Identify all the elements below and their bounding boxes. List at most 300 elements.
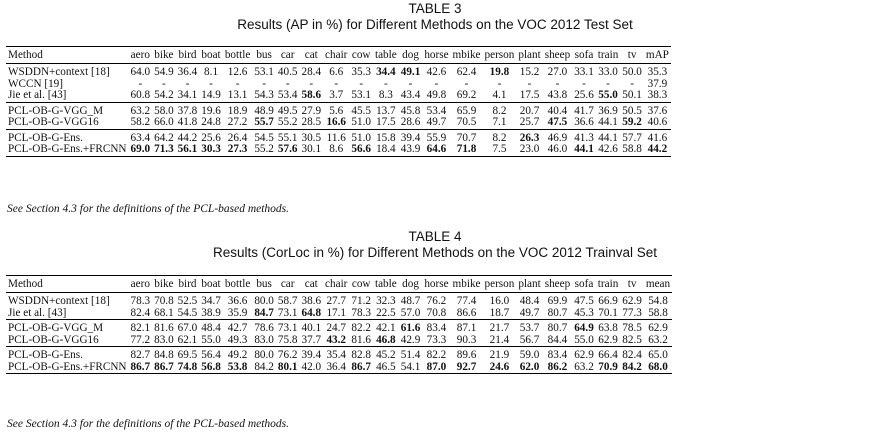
value-cell: [516, 129, 542, 144]
value-cell: 5.6: [329, 104, 344, 117]
value-cell: [422, 362, 450, 374]
value-cell: 27.0: [547, 66, 568, 78]
value-cell: 22.5: [376, 306, 396, 319]
value-cell: 58.7: [277, 295, 298, 307]
value-cell: [252, 117, 276, 129]
value-cell: [644, 362, 672, 374]
value-cell: 82.1: [130, 322, 151, 334]
value-cell: 35.3: [351, 66, 371, 78]
value-cell: 62.4: [456, 66, 477, 78]
best-value: 86.2: [547, 360, 568, 373]
column-header-method: Method: [8, 49, 43, 61]
value-cell: 87.1: [456, 322, 477, 334]
column-header: bird: [178, 49, 197, 61]
value-cell: 78.3: [130, 295, 151, 307]
value-cell: 28.6: [400, 116, 421, 128]
row-group: [6, 129, 671, 156]
value-cell: 73.1: [277, 306, 298, 319]
value-cell: 51.0: [351, 116, 371, 128]
value-cell: 37.7: [301, 333, 322, 346]
table4: [6, 275, 672, 374]
method-cell: PCL-OB-G-VGG_M: [8, 322, 104, 334]
value-cell: 46.9: [547, 131, 568, 144]
value-cell: -: [383, 77, 388, 90]
value-cell: 63.2: [130, 104, 151, 117]
value-cell: 8.2: [492, 131, 507, 144]
best-value: 71.8: [456, 143, 477, 155]
best-value: 53.8: [227, 360, 248, 373]
value-cell: 4.1: [492, 89, 507, 101]
column-header: tv: [627, 278, 637, 290]
value-cell: 39.4: [301, 349, 322, 361]
value-cell: 49.7: [519, 306, 540, 319]
column-header: sofa: [574, 49, 594, 61]
value-cell: 70.8: [426, 306, 447, 319]
table-row: [6, 144, 671, 156]
best-value: 57.6: [277, 143, 298, 155]
column-header: table: [374, 278, 397, 290]
header-row: [6, 276, 672, 293]
value-cell: 84.2: [254, 360, 274, 373]
column-header: sofa: [574, 278, 594, 290]
value-cell: [199, 362, 223, 374]
value-cell: 67.0: [177, 322, 198, 334]
value-cell: 62.9: [648, 322, 668, 334]
table3-label: TABLE 3: [408, 1, 462, 16]
value-cell: 43.8: [547, 89, 568, 101]
best-value: 86.7: [130, 360, 151, 373]
best-value: 56.8: [201, 360, 221, 373]
value-cell: 53.1: [254, 66, 274, 78]
value-cell: [399, 320, 423, 335]
row-group: [6, 102, 671, 129]
column-header: sheep: [544, 278, 571, 290]
value-cell: 8.6: [329, 143, 344, 155]
best-value: 43.2: [326, 333, 347, 346]
value-cell: 43.9: [400, 143, 421, 155]
value-cell: 71.2: [351, 295, 371, 307]
value-cell: 77.4: [456, 295, 477, 307]
best-value: 86.7: [351, 360, 371, 373]
best-value: 70.9: [598, 360, 618, 373]
value-cell: 37.9: [647, 77, 668, 90]
value-cell: 33.1: [574, 66, 594, 78]
value-cell: 54.2: [154, 89, 174, 101]
value-cell: 28.5: [301, 116, 322, 128]
value-cell: -: [138, 77, 143, 90]
value-cell: 42.7: [227, 322, 248, 334]
value-cell: 54.9: [154, 66, 174, 78]
method-cell: WSDDN+context [18]: [8, 66, 110, 78]
best-value: 59.2: [622, 116, 642, 128]
value-cell: 41.7: [574, 104, 594, 117]
value-cell: 70.5: [456, 116, 477, 128]
value-cell: 41.3: [574, 131, 594, 144]
value-cell: 44.1: [598, 131, 618, 144]
value-cell: 33.0: [598, 66, 618, 78]
value-cell: 48.4: [201, 322, 221, 334]
column-header-method: Method: [8, 278, 43, 290]
best-value: 56.6: [351, 143, 371, 155]
method-cell: Jie et al. [43]: [8, 89, 67, 101]
value-cell: 83.0: [254, 333, 274, 346]
value-cell: [276, 144, 300, 156]
value-cell: 83.4: [426, 322, 447, 334]
value-cell: 64.0: [130, 66, 151, 78]
value-cell: 73.1: [277, 322, 298, 334]
value-cell: [323, 117, 349, 129]
value-cell: -: [497, 77, 502, 90]
best-value: 46.8: [376, 333, 396, 346]
value-cell: 89.6: [456, 349, 477, 361]
value-cell: 6.6: [329, 66, 344, 78]
value-cell: 53.4: [277, 89, 298, 101]
value-cell: 44.2: [177, 131, 198, 144]
value-cell: 63.8: [598, 322, 618, 334]
value-cell: 23.0: [519, 143, 540, 155]
value-cell: 53.1: [351, 89, 371, 101]
value-cell: 40.5: [277, 66, 298, 78]
value-cell: 14.9: [201, 89, 221, 101]
value-cell: [176, 362, 200, 374]
value-cell: [644, 144, 671, 156]
column-header: chair: [325, 278, 348, 290]
row-group: [6, 347, 672, 374]
method-cell: Jie et al. [43]: [8, 306, 67, 319]
header-row: [6, 47, 671, 64]
table-row: [6, 347, 672, 362]
value-cell: [596, 362, 621, 374]
value-cell: 37.8: [177, 104, 198, 117]
value-cell: 45.2: [376, 349, 396, 361]
value-cell: 27.2: [227, 116, 248, 128]
value-cell: 83.4: [547, 349, 568, 361]
value-cell: 48.4: [519, 295, 540, 307]
value-cell: 80.7: [547, 306, 568, 319]
value-cell: 49.7: [426, 116, 447, 128]
value-cell: 25.6: [574, 89, 594, 101]
best-value: 58.6: [301, 89, 322, 101]
column-header: cat: [304, 49, 318, 61]
column-header: horse: [424, 278, 449, 290]
value-cell: 34.7: [201, 295, 221, 307]
value-cell: [399, 64, 423, 79]
table-row: [6, 320, 672, 335]
column-header: sheep: [544, 49, 571, 61]
column-header: dog: [402, 278, 419, 290]
value-cell: 49.5: [277, 104, 298, 117]
value-cell: 82.5: [622, 333, 642, 346]
column-header: bike: [154, 278, 174, 290]
value-cell: 24.7: [326, 322, 347, 334]
column-header: bottle: [224, 278, 251, 290]
value-cell: 70.8: [154, 295, 174, 307]
value-cell: [152, 362, 176, 374]
best-value: 64.9: [574, 322, 594, 334]
value-cell: 54.3: [254, 89, 274, 101]
value-cell: 56.4: [201, 349, 221, 361]
value-cell: 35.9: [227, 306, 248, 319]
value-cell: 81.6: [351, 333, 371, 346]
value-cell: 55.1: [277, 131, 298, 144]
value-cell: 54.5: [254, 131, 274, 144]
value-cell: [129, 144, 153, 156]
table4-note: See Section 4.3 for the definitions of the PCL-based methods.: [7, 418, 290, 430]
table-row: [6, 102, 671, 117]
value-cell: 26.4: [227, 131, 248, 144]
value-cell: [276, 362, 300, 374]
best-value: 26.3: [519, 131, 540, 144]
value-cell: [483, 362, 517, 374]
column-header: plant: [518, 278, 541, 290]
value-cell: 62.1: [177, 333, 198, 346]
best-value: 61.6: [400, 322, 421, 334]
value-cell: 7.5: [492, 143, 507, 155]
best-value: 84.2: [622, 360, 642, 373]
value-cell: 42.6: [426, 66, 447, 78]
best-value: 64.8: [301, 306, 322, 319]
value-cell: 25.7: [519, 116, 540, 128]
table-row: [6, 129, 671, 144]
value-cell: 80.7: [547, 322, 568, 334]
value-cell: 19.6: [201, 104, 221, 117]
best-value: 87.0: [426, 360, 447, 373]
best-value: 49.1: [400, 66, 421, 78]
best-value: 56.1: [177, 143, 198, 155]
value-cell: 42.1: [376, 322, 396, 334]
value-cell: [176, 144, 200, 156]
value-cell: 41.8: [177, 116, 198, 128]
value-cell: 34.1: [177, 89, 198, 101]
value-cell: 78.6: [254, 322, 274, 334]
value-cell: 50.5: [622, 104, 642, 117]
best-value: 27.3: [227, 143, 248, 155]
column-header: mean: [645, 278, 671, 290]
value-cell: 69.9: [547, 295, 568, 307]
value-cell: 68.1: [154, 306, 174, 319]
value-cell: -: [309, 77, 314, 90]
value-cell: 30.1: [301, 143, 322, 155]
value-cell: 8.2: [492, 104, 507, 117]
column-header: table: [374, 49, 397, 61]
value-cell: 40.6: [647, 116, 668, 128]
value-cell: [620, 362, 644, 374]
value-cell: 66.9: [598, 295, 618, 307]
value-cell: 77.3: [622, 306, 642, 319]
value-cell: 83.0: [154, 333, 174, 346]
value-cell: [373, 64, 399, 79]
value-cell: -: [555, 77, 560, 90]
table3-note: See Section 4.3 for the definitions of the PCL-based methods.: [7, 203, 290, 215]
best-value: 24.6: [489, 360, 510, 373]
value-cell: 44.1: [598, 116, 618, 128]
value-cell: [299, 308, 323, 320]
value-cell: 17.1: [326, 306, 347, 319]
value-cell: -: [606, 77, 610, 90]
column-header: boat: [201, 278, 221, 290]
best-value: 47.5: [547, 116, 568, 128]
best-value: 30.3: [201, 143, 221, 155]
value-cell: 59.0: [519, 349, 540, 361]
value-cell: -: [209, 77, 213, 90]
value-cell: 16.0: [489, 295, 510, 307]
value-cell: -: [185, 77, 190, 90]
value-cell: 76.2: [426, 295, 447, 307]
value-cell: 60.8: [130, 89, 151, 101]
value-cell: [223, 362, 252, 374]
value-cell: 13.1: [227, 89, 248, 101]
row-group: [6, 293, 672, 320]
value-cell: 55.2: [254, 143, 274, 155]
value-cell: 69.2: [456, 89, 477, 101]
value-cell: 90.3: [456, 333, 477, 346]
table3-caption: [0, 1, 870, 33]
column-header: mbike: [452, 278, 481, 290]
value-cell: [483, 64, 517, 79]
table-row: [6, 362, 672, 374]
column-header: mAP: [645, 49, 669, 61]
value-cell: 36.6: [227, 295, 248, 307]
method-cell: PCL-OB-G-Ens.: [8, 349, 83, 361]
value-cell: -: [262, 77, 266, 90]
column-header: bird: [178, 278, 197, 290]
value-cell: 63.4: [130, 131, 151, 144]
value-cell: 54.5: [177, 306, 198, 319]
value-cell: 42.0: [301, 360, 322, 373]
value-cell: 40.1: [301, 322, 322, 334]
value-cell: 53.4: [426, 104, 447, 117]
value-cell: 54.8: [648, 295, 668, 307]
column-header: dog: [402, 49, 419, 61]
best-value: 19.8: [489, 66, 510, 78]
value-cell: 48.7: [400, 295, 421, 307]
value-cell: 27.9: [301, 104, 322, 117]
best-value: 69.0: [130, 143, 151, 155]
column-header: train: [597, 49, 619, 61]
value-cell: 84.4: [547, 333, 568, 346]
table3-title: Results (AP in %) for Different Methods on the VOC 2012 Test Set: [237, 17, 633, 32]
value-cell: 3.7: [329, 89, 344, 101]
best-value: 62.0: [519, 360, 540, 373]
value-cell: -: [285, 77, 290, 90]
method-cell: WCCN [19]: [8, 77, 63, 90]
value-cell: 47.5: [574, 295, 594, 307]
value-cell: 86.6: [456, 306, 477, 319]
value-cell: 53.7: [519, 322, 540, 334]
value-cell: [572, 320, 596, 335]
best-value: 74.8: [177, 360, 198, 373]
value-cell: 58.2: [130, 116, 151, 128]
value-cell: 49.8: [426, 89, 447, 101]
value-cell: 24.8: [201, 116, 221, 128]
value-cell: 35.3: [647, 66, 668, 78]
column-header: car: [280, 49, 295, 61]
value-cell: [543, 117, 572, 129]
value-cell: 80.0: [254, 295, 274, 307]
value-cell: 11.6: [326, 131, 346, 144]
value-cell: 82.4: [622, 349, 642, 361]
value-cell: 8.1: [204, 66, 219, 78]
value-cell: 78.5: [622, 322, 642, 334]
value-cell: [349, 144, 373, 156]
value-cell: [152, 144, 176, 156]
value-cell: 55.9: [426, 131, 447, 144]
value-cell: 45.8: [400, 104, 421, 117]
value-cell: [516, 362, 542, 374]
column-header: horse: [424, 49, 449, 61]
value-cell: 20.7: [519, 104, 540, 117]
column-header: bike: [154, 49, 174, 61]
value-cell: 49.2: [227, 349, 248, 361]
value-cell: -: [359, 77, 364, 90]
method-cell: PCL-OB-G-Ens.+FRCNN: [8, 360, 127, 373]
method-cell: WSDDN+context [18]: [8, 295, 110, 307]
table4-title: Results (CorLoc in %) for Different Methods on the VOC 2012 Trainval Set: [213, 245, 657, 260]
column-header: person: [484, 278, 515, 290]
value-cell: 21.9: [489, 349, 510, 361]
value-cell: 58.0: [154, 104, 174, 117]
value-cell: [620, 117, 644, 129]
value-cell: 69.5: [177, 349, 198, 361]
value-cell: -: [630, 77, 634, 90]
value-cell: 46.5: [376, 360, 396, 373]
value-cell: -: [162, 77, 166, 90]
value-cell: 46.0: [547, 143, 568, 155]
best-value: 44.1: [574, 143, 594, 155]
value-cell: 18.7: [489, 306, 510, 319]
table-row: [6, 117, 671, 129]
column-header: chair: [325, 49, 348, 61]
value-cell: 17.5: [519, 89, 540, 101]
value-cell: 18.9: [227, 104, 248, 117]
best-value: 64.6: [426, 143, 447, 155]
value-cell: 58.8: [622, 143, 642, 155]
column-header: bus: [256, 278, 272, 290]
value-cell: [299, 90, 323, 102]
value-cell: 43.4: [400, 89, 421, 101]
table-row: [6, 308, 672, 320]
row-group: [6, 64, 671, 103]
value-cell: 77.2: [130, 333, 151, 346]
column-header: train: [597, 278, 619, 290]
method-cell: PCL-OB-G-VGG16: [8, 333, 99, 346]
value-cell: 18.4: [376, 143, 396, 155]
column-header: car: [280, 278, 295, 290]
value-cell: 45.5: [351, 104, 371, 117]
value-cell: 13.7: [376, 104, 396, 117]
value-cell: 82.8: [351, 349, 371, 361]
value-cell: 65.0: [648, 349, 668, 361]
value-cell: 50.0: [622, 66, 642, 78]
value-cell: [422, 144, 450, 156]
value-cell: 49.3: [227, 333, 248, 346]
column-header: aero: [130, 49, 150, 61]
value-cell: [543, 362, 572, 374]
table4-caption: [0, 229, 870, 261]
table-row: [6, 64, 671, 79]
best-value: 71.3: [154, 143, 174, 155]
value-cell: 57.0: [400, 306, 421, 319]
value-cell: [252, 308, 276, 320]
best-value: 80.1: [277, 360, 298, 373]
value-cell: 55.0: [574, 333, 594, 346]
value-cell: 21.4: [489, 333, 510, 346]
value-cell: 15.2: [519, 66, 540, 78]
best-value: 92.7: [456, 360, 477, 373]
column-header: person: [484, 49, 515, 61]
value-cell: 37.6: [647, 104, 668, 117]
value-cell: -: [464, 77, 469, 90]
